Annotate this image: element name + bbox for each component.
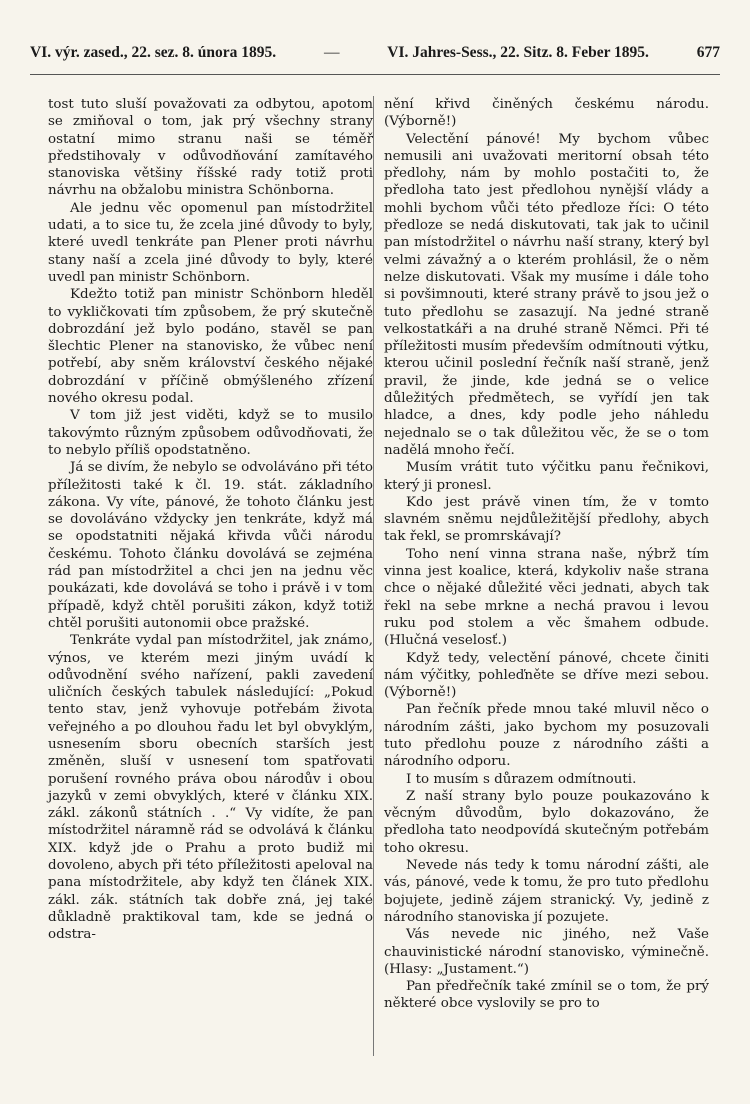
- header-separator: —: [323, 44, 340, 61]
- page-header: [30, 44, 720, 74]
- header-left: VI. výr. zased., 22. sez. 8. února 1895.: [30, 44, 277, 61]
- paragraph: nění křivd činěných českému národu. (Výborně!): [384, 97, 709, 130]
- header-rule: [30, 74, 720, 75]
- paragraph: V tom již jest viděti, když se to musilo takovýmto různým způsobem odůvodňovati, že to nebylo příliš opodstatněno.: [48, 408, 373, 458]
- paragraph: Kdežto totiž pan ministr Schönborn hleděl to vykličkovati tím způsobem, že prý skutečně dobrozdání jež bylo podáno, stavěl se pan šlechtic Plener na stanovisko, že vůbec není potřebí, aby sněm království českého nějaké dobrozdání v příčině obmýšleného zřízení nového okresu podal.: [48, 287, 373, 407]
- paragraph: Pan řečník přede mnou také mluvil něco o národním zášti, jako bychom my posuzovali tuto předlohu pouze z národního zášti a národního odporu.: [384, 702, 709, 770]
- right-column: [384, 96, 709, 1013]
- page-number: 677: [696, 44, 720, 61]
- paragraph: Když tedy, velectění pánové, chcete činiti nám výčitky, pohleďněte se dříve mezi sebou. (Výborně!): [384, 650, 709, 701]
- paragraph: Pan předřečník také zmínil se o tom, že prý některé obce vyslovily se pro to: [384, 979, 709, 1012]
- header-right: VI. Jahres-Sess., 22. Sitz. 8. Feber 1895.: [387, 44, 649, 61]
- paragraph: Ale jednu věc opomenul pan místodržitel udati, a to sice tu, že zcela jiné důvody to byly, které uvedl tenkráte pan Plener proti návrhu stany naší a zcela jiné důvody to byly, které uvedl pan ministr Schönborn.: [48, 200, 373, 285]
- paragraph: Tenkráte vydal pan místodržitel, jak známo, výnos, ve kterém mezi jiným uvádí k odůvodnění svého nařízení, pakli zavedení uličních českých tabulek následující: „Pokud tento stav, jenž vyhovuje potřebám života veřejného a po dlouhou řadu let byl obvyklým, usnesením sboru obecních starších jest změněn, sluší v usnesení tom spatřovati porušení rovného práva obou národův i obou jazyků v zemi obvyklých, které v článku XIX. zákl. zákonů státních . .“ Vy vidíte, že pan místodržitel náramně rád se odvolává k článku XIX. když jde o Prahu a proto budiž mi dovoleno, abych při této příležitosti apeloval na pana místodržitele, aby když ten článek XIX. zákl. zák. státních tak dobře zná, jej také důkladně praktikoval tam, kde se jedná o odstra-: [48, 633, 373, 943]
- column-divider: [373, 96, 374, 1056]
- paragraph: I to musím s důrazem odmítnouti.: [406, 771, 637, 787]
- paragraph: Z naší strany bylo pouze poukazováno k věcným důvodům, bylo dokazováno, že předloha tato neodpovídá skutečným potřebám toho okresu.: [384, 788, 709, 856]
- paragraph: Vás nevede nic jiného, než Vaše chauvinistické národní stanovisko, výminečně. (Hlasy: „Justament.“): [384, 927, 709, 977]
- left-column: [48, 96, 373, 944]
- paragraph: Toho není vinna strana naše, nýbrž tím vinna jest koalice, která, kdykoliv naše strana chce o nějaké důležité věci jednati, abych tak řekl na sebe mrkne a nechá pravou i levou ruku pod stolem a věc šmahem odbude. (Hlučná veselosť.): [384, 546, 709, 649]
- paragraph: Velectění pánové! My bychom vůbec nemusili ani uvažovati meritorní obsah této předlohy, nám by mohlo postačiti to, že předloha tato jest předlohou nynější vlády a mohli bychom vůči této předloze říci: O této předloze se nedá diskutovati, tak jak to učinil pan místodržitel o návrhu naší strany, který byl velmi závažný a o kterém prohlásil, že o něm nelze diskutovati. Však my musíme i dále toho si povšimnouti, které strany právě to jsou jež o tuto předlohu se zasazují. Na jedné straně velkostatkáři a na druhé straně Němci. Při té příležitosti musím především odmítnouti výtku, kterou učinil poslední řečník naší straně, jenž pravil, že jinde, kde jedná se o velice důležitých předmětech, se vyřídí jen tak hladce, a dnes, kdy podle jeho náhledu nejednalo se o tak důležitou věc, že se o tom nadělá mnoho řečí.: [384, 131, 709, 458]
- paragraph: tost tuto sluší považovati za odbytou, apotom se zmiňoval o tom, jak prý všechny strany ostatní mimo stranu naši se téměř předstihovaly v odůvodňování zamítavého stanoviska většiny říšské rady totiž proti návrhu na obžalobu ministra Schönborna.: [48, 97, 373, 199]
- paragraph: Nevede nás tedy k tomu národní zášti, ale vás, pánové, vede k tomu, že pro tuto předlohu bojujete, jedině zájem stranický. Vy, jedině z národního stanoviska jí pozujete.: [384, 858, 709, 925]
- paragraph: Kdo jest právě vinen tím, že v tomto slavném sněmu nejdůležitější předlohy, abych tak řekl, se promrskávají?: [384, 494, 709, 545]
- paragraph: Musím vrátit tuto výčitku panu řečnikovi, který ji pronesl.: [384, 460, 709, 493]
- paragraph: Já se divím, že nebylo se odvoláváno při této příležitosti také k čl. 19. stát. základního zákona. Vy víte, pánové, že tohoto článku jest se dovoláváno vždycky jen tenkráte, když má se opodstatniti nějaká křivda vůči národu českému. Tohoto článku dovolává se zejména rád pan místodržitel a chci jen na jednu věc poukázati, kde dovolává se toho i právě i v tom případě, když chtěl porušiti zákon, když totiž chtěl porušiti autonomii obce pražské.: [48, 460, 373, 631]
